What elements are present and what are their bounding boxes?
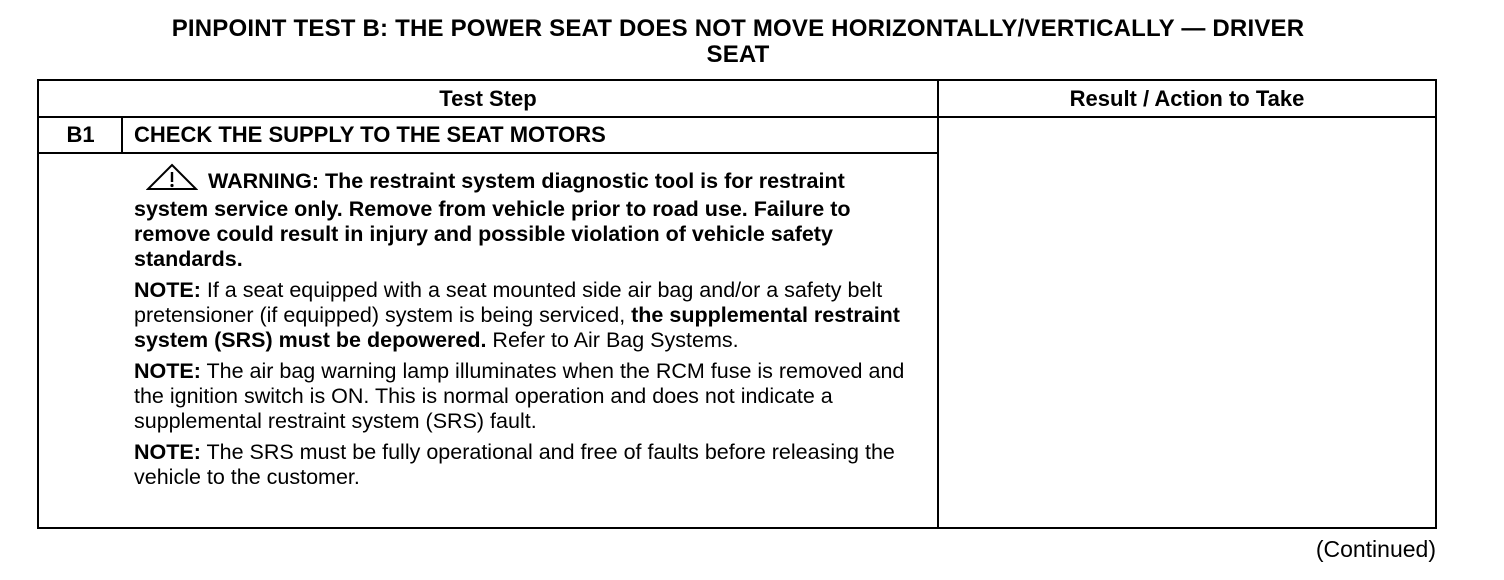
warning-triangle-icon [146, 163, 198, 197]
step-title: CHECK THE SUPPLY TO THE SEAT MOTORS [134, 122, 606, 147]
warning-text: WARNING: The restraint system diagnostic tool is for restraint system service only. Remove from vehicle prior to road use. Failure to remove could result in injury and possible violation of vehicle safety standards. [134, 169, 851, 271]
page-title-line1: PINPOINT TEST B: THE POWER SEAT DOES NOT MOVE HORIZONTALLY/VERTICALLY — DRIVER [171, 15, 1305, 42]
warning-paragraph [134, 163, 924, 272]
step-body [134, 163, 924, 496]
note-2-text: The air bag warning lamp illuminates when the RCM fuse is removed and the ignition switch is ON. This is normal operation and does not indicate a supplemental restraint system (SRS) fault. [134, 359, 905, 433]
header-result-action: Result / Action to Take [1069, 86, 1305, 111]
note-2-label: NOTE: [134, 359, 201, 383]
header-test-step: Test Step [439, 86, 537, 111]
note-1-text: If a seat equipped with a seat mounted side air bag and/or a safety belt pretensioner (if equipped) system is being serviced, [134, 278, 883, 327]
step-id: B1 [66, 122, 95, 147]
page-title [38, 16, 1438, 68]
continued-label: (Continued) [1315, 536, 1436, 562]
note-1-text-after: Refer to Air Bag Systems. [486, 328, 739, 352]
note-3-text: The SRS must be fully operational and free of faults before releasing the vehicle to the customer. [134, 440, 895, 489]
note-1-label: NOTE: [134, 278, 201, 302]
note-2 [134, 359, 924, 434]
pinpoint-test-table [37, 79, 1437, 529]
note-1-bold-text: the supplemental restraint system (SRS) must be depowered. [134, 303, 900, 352]
note-3-label: NOTE: [134, 440, 201, 464]
note-3 [134, 440, 924, 490]
note-1 [134, 278, 924, 353]
page-title-line2: SEAT [706, 41, 770, 68]
column-divider [937, 81, 939, 527]
